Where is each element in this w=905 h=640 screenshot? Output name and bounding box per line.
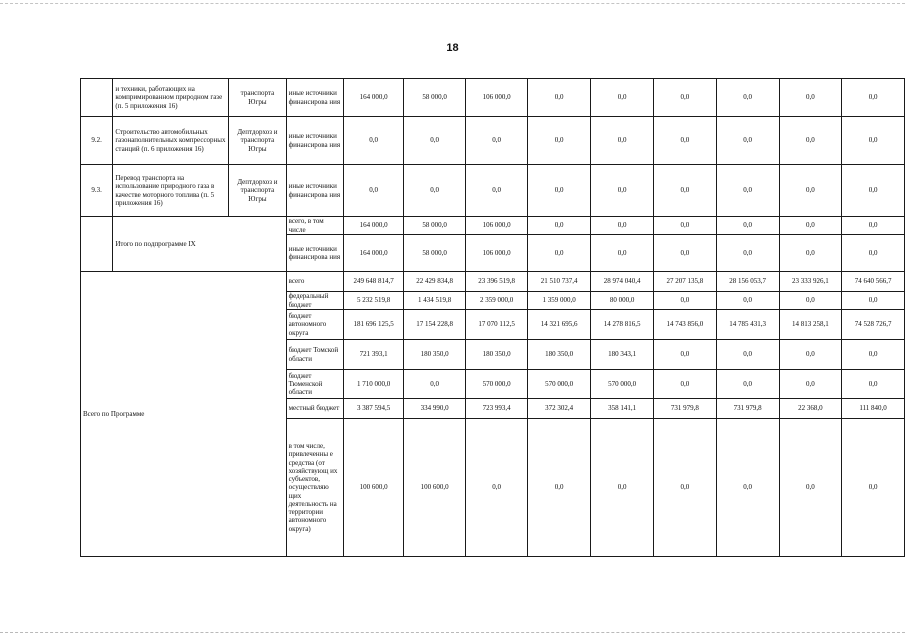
table-row [81,272,905,292]
value-cell: 0,0 [779,117,842,165]
value-cell: 0,0 [653,419,716,557]
value-cell: 0,0 [779,370,842,399]
value-cell: 358 141,1 [591,399,654,419]
value-cell: 0,0 [344,117,404,165]
value-cell: 723 993,4 [466,399,528,419]
value-cell: 0,0 [466,117,528,165]
value-cell: 22 368,0 [779,399,842,419]
value-cell: 570 000,0 [528,370,591,399]
value-cell: 570 000,0 [591,370,654,399]
value-cell: 0,0 [653,292,716,310]
table-row [81,165,905,217]
value-cell: 0,0 [591,217,654,235]
row-number-cell [81,79,113,117]
value-cell: 3 387 594,5 [344,399,404,419]
value-cell: 100 600,0 [344,419,404,557]
value-cell: 0,0 [653,165,716,217]
value-cell: 0,0 [842,292,905,310]
value-cell: 0,0 [716,165,779,217]
value-cell: 0,0 [344,165,404,217]
value-cell: 0,0 [528,419,591,557]
executor-cell: Дептдорхоз и транспорта Югры [229,117,286,165]
total-label-cell: Всего по Программе [81,272,287,557]
value-cell: 180 350,0 [404,340,466,370]
value-cell: 0,0 [528,165,591,217]
source-cell: бюджет автономного округа [286,310,343,340]
executor-cell: транспорта Югры [229,79,286,117]
source-cell: иные источники финансирова ния [286,235,343,272]
value-cell: 14 321 695,6 [528,310,591,340]
value-cell: 0,0 [716,370,779,399]
value-cell: 0,0 [591,165,654,217]
source-cell: иные источники финансирова ния [286,117,343,165]
value-cell: 0,0 [842,165,905,217]
value-cell: 0,0 [779,235,842,272]
value-cell: 0,0 [779,79,842,117]
source-cell: иные источники финансирова ния [286,165,343,217]
value-cell: 14 813 258,1 [779,310,842,340]
value-cell: 0,0 [842,340,905,370]
value-cell: 28 974 040,4 [591,272,654,292]
value-cell: 721 393,1 [344,340,404,370]
value-cell: 731 979,8 [653,399,716,419]
value-cell: 372 302,4 [528,399,591,419]
table-row [81,79,905,117]
source-cell: бюджет Томской области [286,340,343,370]
source-cell: федеральный бюджет [286,292,343,310]
value-cell: 0,0 [653,340,716,370]
value-cell: 0,0 [404,165,466,217]
value-cell: 0,0 [591,117,654,165]
value-cell: 21 510 737,4 [528,272,591,292]
value-cell: 570 000,0 [466,370,528,399]
value-cell: 0,0 [716,419,779,557]
value-cell: 2 359 000,0 [466,292,528,310]
value-cell: 0,0 [716,117,779,165]
value-cell: 0,0 [528,79,591,117]
value-cell: 1 359 000,0 [528,292,591,310]
value-cell: 0,0 [653,370,716,399]
value-cell: 0,0 [591,419,654,557]
source-cell: в том числе, привлеченны е средства (от хозяйствующ их субъектов, осуществляю щих деятельность на территории автономного округа) [286,419,343,557]
value-cell: 180 350,0 [528,340,591,370]
value-cell: 17 070 112,5 [466,310,528,340]
value-cell: 0,0 [842,235,905,272]
value-cell: 731 979,8 [716,399,779,419]
value-cell: 23 396 519,8 [466,272,528,292]
source-cell: бюджет Тюменской области [286,370,343,399]
scan-edge-bottom [0,632,905,633]
measure-name-cell: Перевод транспорта на использование природного газа в качестве моторного топлива (п. 5 приложения 16) [113,165,229,217]
value-cell: 23 333 926,1 [779,272,842,292]
scan-edge-top [0,3,905,4]
value-cell: 0,0 [716,217,779,235]
value-cell: 58 000,0 [404,235,466,272]
value-cell: 0,0 [842,217,905,235]
value-cell: 22 429 834,8 [404,272,466,292]
blank-cell [81,217,113,272]
value-cell: 106 000,0 [466,235,528,272]
value-cell: 164 000,0 [344,235,404,272]
value-cell: 0,0 [653,235,716,272]
value-cell: 0,0 [653,79,716,117]
value-cell: 0,0 [466,165,528,217]
value-cell: 0,0 [842,117,905,165]
table-row [81,117,905,165]
value-cell: 181 696 125,5 [344,310,404,340]
subtotal-label-cell: Итого по подпрограмме IX [113,217,286,272]
value-cell: 58 000,0 [404,217,466,235]
value-cell: 0,0 [528,217,591,235]
value-cell: 14 743 856,0 [653,310,716,340]
value-cell: 0,0 [528,117,591,165]
row-number-cell: 9.3. [81,165,113,217]
value-cell: 0,0 [716,235,779,272]
value-cell: 0,0 [779,217,842,235]
measure-name-cell: и техники, работающих на компримированном природном газе (п. 5 приложения 16) [113,79,229,117]
value-cell: 0,0 [653,117,716,165]
value-cell: 0,0 [466,419,528,557]
value-cell: 164 000,0 [344,217,404,235]
source-cell: иные источники финансирова ния [286,79,343,117]
value-cell: 0,0 [404,117,466,165]
value-cell: 0,0 [591,79,654,117]
value-cell: 80 000,0 [591,292,654,310]
row-number-cell: 9.2. [81,117,113,165]
executor-cell: Дептдорхоз и транспорта Югры [229,165,286,217]
value-cell: 74 640 566,7 [842,272,905,292]
value-cell: 0,0 [842,419,905,557]
value-cell: 27 207 135,8 [653,272,716,292]
value-cell: 249 648 814,7 [344,272,404,292]
source-cell: всего [286,272,343,292]
value-cell: 0,0 [653,217,716,235]
value-cell: 0,0 [716,340,779,370]
value-cell: 74 528 726,7 [842,310,905,340]
value-cell: 0,0 [779,292,842,310]
value-cell: 0,0 [842,79,905,117]
source-cell: всего, в том числе [286,217,343,235]
value-cell: 0,0 [716,292,779,310]
table-row [81,217,905,235]
financing-table [80,78,905,557]
value-cell: 100 600,0 [404,419,466,557]
value-cell: 17 154 228,8 [404,310,466,340]
value-cell: 14 278 816,5 [591,310,654,340]
value-cell: 1 710 000,0 [344,370,404,399]
value-cell: 0,0 [779,340,842,370]
value-cell: 111 840,0 [842,399,905,419]
value-cell: 106 000,0 [466,79,528,117]
value-cell: 1 434 519,8 [404,292,466,310]
value-cell: 28 156 053,7 [716,272,779,292]
value-cell: 0,0 [528,235,591,272]
value-cell: 58 000,0 [404,79,466,117]
source-cell: местный бюджет [286,399,343,419]
value-cell: 0,0 [842,370,905,399]
value-cell: 334 990,0 [404,399,466,419]
value-cell: 5 232 519,8 [344,292,404,310]
value-cell: 106 000,0 [466,217,528,235]
page-number: 18 [446,42,459,54]
measure-name-cell: Строительство автомобильных газонаполнительных компрессорных станций (п. 6 приложения 16) [113,117,229,165]
value-cell: 180 350,0 [466,340,528,370]
value-cell: 0,0 [716,79,779,117]
value-cell: 0,0 [591,235,654,272]
value-cell: 180 343,1 [591,340,654,370]
value-cell: 0,0 [404,370,466,399]
value-cell: 0,0 [779,419,842,557]
value-cell: 14 785 431,3 [716,310,779,340]
value-cell: 0,0 [779,165,842,217]
value-cell: 164 000,0 [344,79,404,117]
